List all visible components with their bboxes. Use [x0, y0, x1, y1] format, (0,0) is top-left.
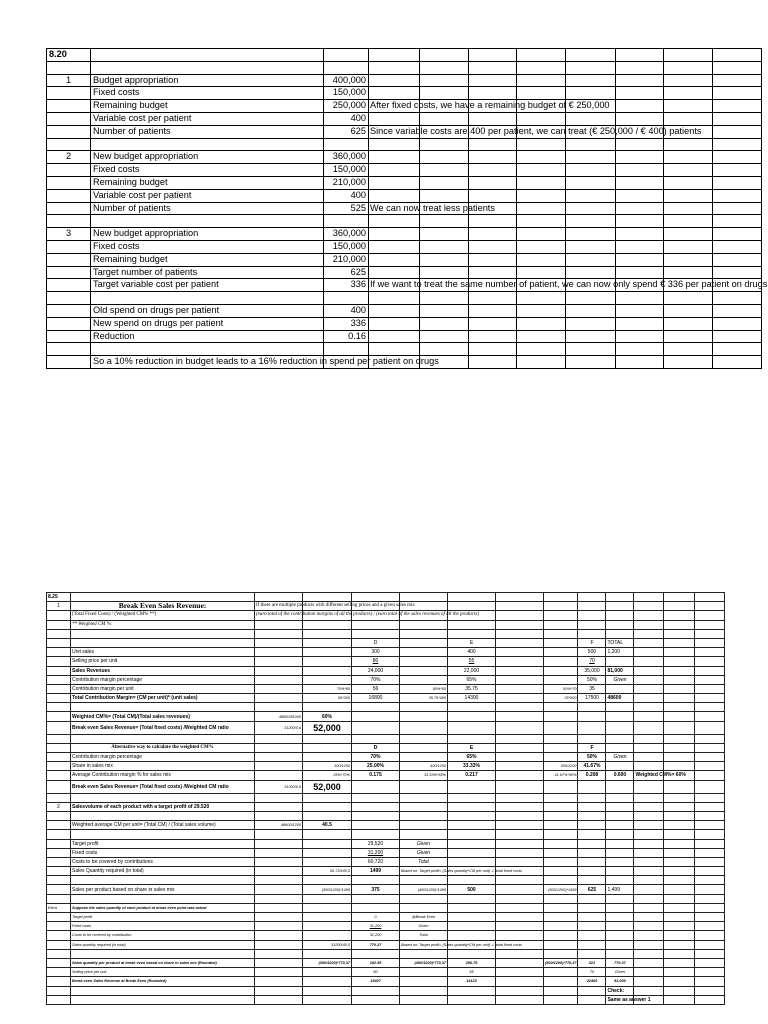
- row-label: Sales Revenues: [71, 666, 255, 675]
- cell: 40.5: [303, 821, 352, 830]
- calc-cell: (500/1200)*770,37: [544, 958, 578, 967]
- calc-cell: 35.75*400: [400, 694, 448, 703]
- calc-cell: 25%*70%: [303, 771, 352, 780]
- row-label: Break even Sales Revenue at Break Even (Rounded): [71, 977, 255, 986]
- cell: 1499: [352, 867, 400, 876]
- calc-cell: (300/1200)*770,37: [303, 958, 352, 967]
- calc-cell: 56*300: [303, 694, 352, 703]
- formula-text: (Total Fixed Costs) / (Weighted CM% **): [71, 611, 255, 620]
- worksheet-8-25: [46, 592, 725, 1005]
- cell: 0.600: [606, 771, 634, 780]
- row-value: 400: [324, 189, 369, 202]
- row-label: Variable cost per patient: [91, 189, 324, 202]
- weighted-cm-note: Weighted CM%= 60%: [635, 772, 686, 779]
- row-label: Reduction: [91, 330, 324, 343]
- cell: 0.217: [448, 771, 496, 780]
- row-label: Break even Sales Revenue= (Total fixed costs) /Weighted CM ratio: [71, 721, 255, 734]
- cell: 16800: [352, 694, 400, 703]
- row-label: Variable cost per patient: [91, 112, 324, 125]
- calc-cell: 33.33%*65%: [400, 771, 448, 780]
- section-title: Alternative way to calculate the weighted CM%: [71, 743, 255, 752]
- cell: 400: [448, 648, 496, 657]
- calc-cell: 50%*70: [544, 684, 578, 693]
- row-value: 150,000: [324, 87, 369, 100]
- cell: 31,200: [352, 922, 400, 931]
- row-value: 210,000: [324, 253, 369, 266]
- row-label: New budget appropriation: [91, 151, 324, 164]
- calc-cell: 31200/0.6: [255, 721, 303, 734]
- cell: 375: [352, 885, 400, 894]
- row-label: Old spend on drugs per patient: [91, 304, 324, 317]
- row-label: Fixed costs: [91, 87, 324, 100]
- exercise-number: 8.20: [47, 49, 91, 62]
- part-index: 2: [47, 151, 91, 164]
- row-label: Weighted CM%= (Total CM)/(Total sales revenues): [71, 712, 255, 721]
- col-header: D: [352, 743, 400, 752]
- row-label: Remaining budget: [91, 253, 324, 266]
- calc-cell: (400/1200)*1499: [400, 885, 448, 894]
- row-value: 360,000: [324, 151, 369, 164]
- section-title: Salesvolume of each product with a target profit of 29.520: [71, 802, 255, 811]
- calc-cell: 500/1200: [544, 762, 578, 771]
- col-header: F: [578, 743, 606, 752]
- calc-cell: 60.720/40,5: [303, 867, 352, 876]
- cell: 321: [578, 958, 606, 967]
- row-label: Sales Quantity required (in total): [71, 867, 255, 876]
- cell: 1,499: [606, 885, 634, 894]
- cell: Given: [400, 848, 448, 857]
- cell: Given: [400, 839, 448, 848]
- calc-cell: (500/1200)*1499: [544, 885, 578, 894]
- row-label: New budget appropriation: [91, 228, 324, 241]
- formula-text: ** Weighted CM %:: [71, 620, 255, 629]
- cell: 31,200: [352, 848, 400, 857]
- cell: 192.59: [352, 958, 400, 967]
- row-label: Target variable cost per patient: [91, 279, 324, 292]
- row-value: 525: [324, 202, 369, 215]
- cell: 14123: [448, 977, 496, 986]
- cell: 70: [578, 657, 606, 666]
- row-label: Contribution margin percentage: [71, 753, 255, 762]
- section-title: Break Even Sales Revenue:: [71, 602, 255, 611]
- cell: 500: [448, 885, 496, 894]
- extra-tag: Extra: [47, 903, 71, 912]
- cell: 52,000: [606, 977, 634, 986]
- calc-cell: (300/1200)*1499: [303, 885, 352, 894]
- cell: 60%: [303, 712, 352, 721]
- formula-note: Based on: Target profit= (Sales quantity*CM per unit) -/- total fixed costs: [400, 867, 448, 876]
- calc-cell: 31200/40,5: [303, 940, 352, 949]
- row-value: 210,000: [324, 176, 369, 189]
- sheet-8-25-grid: [46, 592, 725, 1005]
- cell: 22,000: [448, 666, 496, 675]
- row-value: 336: [324, 317, 369, 330]
- cell: 65%: [448, 753, 496, 762]
- row-label: Number of patients: [91, 125, 324, 138]
- cell: Total: [400, 931, 448, 940]
- row-label: Remaining budget: [91, 100, 324, 113]
- row-value: 250,000: [324, 100, 369, 113]
- question-index: 2: [47, 802, 71, 811]
- cell: 60,720: [352, 857, 400, 866]
- cell: 17500: [578, 694, 606, 703]
- calc-cell: 48600/1200: [255, 821, 303, 830]
- row-label: Selling price per unit: [71, 968, 255, 977]
- calc-cell: 48600/81000: [255, 712, 303, 721]
- calc-cell: 65%*55: [400, 684, 448, 693]
- break-even-result: 52,000: [303, 780, 352, 793]
- calc-cell: 400/1200: [400, 762, 448, 771]
- cell: 625: [578, 885, 606, 894]
- formula-note: Based on: Target profit= (Sales quantity*CM per unit) -/- total fixed costs: [400, 940, 448, 949]
- row-label: Target profit: [71, 913, 255, 922]
- row-label: Fixed costs: [91, 164, 324, 177]
- row-label: Fixed costs: [91, 240, 324, 253]
- col-header: TOTAL: [606, 638, 634, 647]
- row-value: 150,000: [324, 164, 369, 177]
- intro-text: (euro total of the contribution margins of all the products) / (euro total of the sales revenues of all the products): [255, 611, 303, 620]
- calc-cell: 70%*80: [303, 684, 352, 693]
- cell: 70%: [352, 753, 400, 762]
- cell: 41.67%: [578, 762, 606, 771]
- check-result: Same as answer 1: [607, 996, 651, 1003]
- row-label: Budget appropriation: [91, 74, 324, 87]
- row-label: Total Contribution Margin= (CM per unit)* (unit sales): [71, 694, 255, 703]
- cell: 50%: [578, 675, 606, 684]
- cell: 70%: [352, 675, 400, 684]
- col-header: D: [352, 638, 400, 647]
- row-label: Selling price per unit: [71, 657, 255, 666]
- intro-text: If there are multiple products with different selling prices and a given sales mix: [255, 602, 303, 611]
- row-label: Costs to be covered by contributions: [71, 857, 255, 866]
- break-even-result: 52,000: [303, 721, 352, 734]
- conclusion-text: So a 10% reduction in budget leads to a 16% reduction in spend per patient on drugs: [91, 356, 324, 369]
- row-label: Sales quantity per product at break even based on share in sales mix (Rounded): [71, 958, 255, 967]
- cell: 50%: [578, 753, 606, 762]
- row-value: 336: [324, 279, 369, 292]
- row-value: 625: [324, 125, 369, 138]
- row-label: Sales quantity required (in total): [71, 940, 255, 949]
- cell: 35,000: [578, 666, 606, 675]
- cell: 80: [352, 657, 400, 666]
- row-label: Weighted average CM per unit= (Total CM) / (Total sales volume): [71, 821, 255, 830]
- row-note: We can now treat less patients: [369, 202, 420, 215]
- part-index: 1: [47, 74, 91, 87]
- col-header: E: [448, 743, 496, 752]
- row-value: 400,000: [324, 74, 369, 87]
- row-value: 400: [324, 304, 369, 317]
- col-header: E: [448, 638, 496, 647]
- part-index: 3: [47, 228, 91, 241]
- row-label: Remaining budget: [91, 176, 324, 189]
- cell: 256.79: [448, 958, 496, 967]
- cell: 35: [578, 684, 606, 693]
- question-index: 1: [47, 602, 71, 611]
- row-label: Fixed costs: [71, 922, 255, 931]
- row-label: Contribution margin per unit: [71, 684, 255, 693]
- cell: 55: [448, 968, 496, 977]
- cell: 65%: [448, 675, 496, 684]
- cell: Total: [400, 857, 448, 866]
- cell: 1,200: [606, 648, 634, 657]
- worksheet-8-20: [46, 48, 768, 369]
- row-label: Share in sales mix: [71, 762, 255, 771]
- row-label: Contribution margin percentage: [71, 675, 255, 684]
- calc-cell: (400/1200)*770,37: [400, 958, 448, 967]
- cell: @Break Even: [400, 913, 448, 922]
- cell: 70: [578, 968, 606, 977]
- cell: 24,000: [352, 666, 400, 675]
- cell: 500: [578, 648, 606, 657]
- cell: 770.37: [352, 940, 400, 949]
- cell: 25.00%: [352, 762, 400, 771]
- row-value: 625: [324, 266, 369, 279]
- calc-cell: 31200/0.6: [255, 780, 303, 793]
- cell: 0.175: [352, 771, 400, 780]
- row-note: After fixed costs, we have a remaining budget of € 250,000: [369, 100, 420, 113]
- row-value: 400: [324, 112, 369, 125]
- row-label: Unit sales: [71, 648, 255, 657]
- cell: Given: [606, 968, 634, 977]
- cell: 48600: [606, 694, 634, 703]
- cell: 56: [352, 684, 400, 693]
- cell: 14300: [448, 694, 496, 703]
- row-label: Number of patients: [91, 202, 324, 215]
- cell: 80: [352, 968, 400, 977]
- cell: 770.37: [606, 958, 634, 967]
- exercise-number: 8.25: [47, 593, 71, 602]
- cell: 0: [352, 913, 400, 922]
- cell: 0.208: [578, 771, 606, 780]
- check-label: Check:: [606, 986, 634, 995]
- cell: 33.33%: [448, 762, 496, 771]
- row-note: If we want to treat the same number of patient, we can now only spend € 336 per patient on drugs: [369, 279, 420, 292]
- calc-cell: 35*500: [544, 694, 578, 703]
- cell: 300: [352, 648, 400, 657]
- row-label: Target number of patients: [91, 266, 324, 279]
- col-header: F: [578, 638, 606, 647]
- cell: Given: [606, 675, 634, 684]
- row-value: 360,000: [324, 228, 369, 241]
- cell: 15407: [352, 977, 400, 986]
- row-label: Break even Sales Revenue= (Total fixed costs) /Weighted CM ratio: [71, 780, 255, 793]
- row-value: 0.16: [324, 330, 369, 343]
- calc-cell: 41.67%*50%: [544, 771, 578, 780]
- row-label: Target profit: [71, 839, 255, 848]
- row-label: Average Contribution margin % for sales mix: [71, 771, 255, 780]
- row-value: 150,000: [324, 240, 369, 253]
- cell: 81,000: [606, 666, 634, 675]
- cell: 35.75: [448, 684, 496, 693]
- cell: Given: [606, 753, 634, 762]
- cell: 31,200: [352, 931, 400, 940]
- row-label: Costs to be covered by contribution: [71, 931, 255, 940]
- row-note: Since variable costs are 400 per patient, we can treat (€ 250,000 / € 400) patients: [369, 125, 420, 138]
- sheet-8-20-grid: [46, 48, 768, 369]
- row-label: Fixed costs: [71, 848, 255, 857]
- calc-cell: 300/1200: [303, 762, 352, 771]
- row-label: Sales per product based on share in sales mix: [71, 885, 255, 894]
- cell: 29,520: [352, 839, 400, 848]
- cell: Given: [400, 922, 448, 931]
- cell: 22469: [578, 977, 606, 986]
- row-label: New spend on drugs per patient: [91, 317, 324, 330]
- section-title: Suppose the sales quantity of each product at break even point was asked: [71, 903, 255, 912]
- cell: 55: [448, 657, 496, 666]
